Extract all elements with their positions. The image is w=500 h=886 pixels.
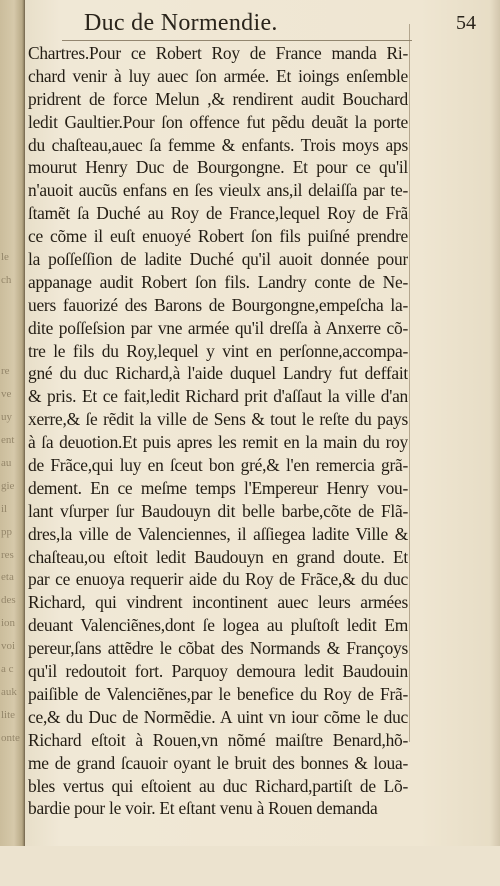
text-line: à ſa deuotion.Et puis apres les remit en la main du roy xyxy=(28,432,408,453)
margin-fragment: uy xyxy=(1,411,12,424)
text-line: qu'il redoutoit fort. Parquoy demoura ledit Baudouin xyxy=(28,661,408,682)
text-line: uers fauorizé des Barons de Bourgongne,empeſcha la- xyxy=(28,294,408,315)
margin-fragment xyxy=(1,154,23,177)
text-line: la poſſeſſion de ladite Duché qu'il auoit donnée pour xyxy=(28,249,408,270)
margin-fragment xyxy=(1,132,23,155)
margin-fragment: ent xyxy=(1,434,15,447)
margin-fragment xyxy=(1,63,23,86)
text-line: n'auoit aucũs enfans en ſes vieulx ans,il delaiſſa par te- xyxy=(28,180,408,201)
margin-fragment xyxy=(1,223,23,246)
text-line: dement. En ce meſme temps l'Empereur Henry vou- xyxy=(28,477,408,498)
text-line: bardie pour le voir. Et eſtant venu à Rouen demanda xyxy=(28,798,378,819)
margin-fragment: lite xyxy=(1,708,16,721)
body-text-block xyxy=(28,42,408,820)
text-line: chard venir à luy auec ſon armée. Et ioings enſemble xyxy=(28,65,408,86)
margin-fragment: gie xyxy=(1,479,15,492)
text-line: de Frãce,qui luy en ſceut bon gré,& l'en remercia grã- xyxy=(28,455,408,476)
text-line: appanage audit Robert ſon fils. Landry conte de Ne- xyxy=(28,271,408,292)
facing-page-margin-fragments xyxy=(1,0,23,886)
text-line: dite poſſeſsion par vne armée qu'il dreſſa à Anxerre cõ- xyxy=(28,317,408,338)
margin-fragment: ve xyxy=(1,388,12,401)
page-edge-shadow xyxy=(490,0,500,846)
text-line: ce,& du Duc de Normẽdie. A uint vn iour cõme le duc xyxy=(28,706,408,727)
text-line: ledit Gaultier.Pour ſon offence fut pẽdu deuãt la porte xyxy=(28,111,408,132)
text-line: pridrent de force Melun ,& rendirent audit Bouchard xyxy=(28,88,408,109)
text-line: gné du duc Richard,à l'aide duquel Landry fut deffait xyxy=(28,363,408,384)
running-title: Duc de Normendie. xyxy=(84,10,278,36)
text-line: deuant Valenciẽnes,dont ſe logea au pluſtoſt ledit Em xyxy=(28,615,408,636)
text-line: Richard eſtoit à Rouen,vn nõmé maiſtre Benard,hõ- xyxy=(28,729,408,750)
margin-fragment: des xyxy=(1,594,16,607)
text-line: me de grand ſcauoir oyant le bruit des bonnes & loua- xyxy=(28,752,408,773)
margin-fragment: il xyxy=(1,502,8,515)
text-line: ce cõme il euſt enuoyé Robert ſon fils puiſné prendre xyxy=(28,226,408,247)
text-line: lant vſurper ſur Baudouyn dit belle barbe,cõte de Flã- xyxy=(28,500,408,521)
margin-fragment xyxy=(1,292,23,315)
text-line: tre le fils du Roy,lequel y vint en perſonne,accompa- xyxy=(28,340,408,361)
margin-fragment: re xyxy=(1,365,10,378)
margin-fragment xyxy=(1,315,23,338)
margin-fragment: onte xyxy=(1,731,20,744)
text-line: xerre,& ſe rẽdit la ville de Sens & tout le reſte du pays xyxy=(28,409,408,430)
margin-fragment: pp xyxy=(1,525,12,538)
gutter-fold-line xyxy=(24,0,25,846)
text-line: & pris. Et ce fait,ledit Richard prit d'aſſaut la ville d'an xyxy=(28,386,408,407)
margin-fragment: ion xyxy=(1,617,16,630)
text-line: pereur,ſans attẽdre le cõbat des Normands & Françoys xyxy=(28,638,408,659)
header-rule xyxy=(62,40,412,41)
text-line: du chaſteau,auec ſa femme & enfants. Trois moys aps xyxy=(28,134,408,155)
margin-fragment xyxy=(1,338,23,361)
margin-fragment: voi xyxy=(1,640,16,653)
text-line: Richard, qui vindrent incontinent auec leurs armées xyxy=(28,592,408,613)
running-header xyxy=(60,4,490,40)
margin-rule xyxy=(409,24,410,742)
margin-fragment xyxy=(1,86,23,109)
text-line: bles vertus qui eſtoient au duc Richard,partiſt de Lõ- xyxy=(28,775,408,796)
text-line: ſtamẽt ſa Duché au Roy de France,lequel Roy de Frã xyxy=(28,203,408,224)
text-line: Chartres.Pour ce Robert Roy de France manda Ri- xyxy=(28,43,408,63)
page-number: 54 xyxy=(456,12,476,34)
text-line: chaſteau,ou eſtoit ledit Baudouyn en grand doute. Et xyxy=(28,546,408,567)
text-line: par ce enuoya requerir aide du Roy de Frãce,& du duc xyxy=(28,569,408,590)
text-line: paiſible de Valenciẽnes,par le benefice du Roy de Frã- xyxy=(28,683,408,704)
margin-fragment: auk xyxy=(1,685,17,698)
margin-fragment xyxy=(1,109,23,132)
margin-fragment: le xyxy=(1,251,9,264)
margin-fragment: a c xyxy=(1,663,14,676)
margin-fragment: ch xyxy=(1,273,12,286)
margin-fragment: au xyxy=(1,457,12,470)
margin-fragment: eta xyxy=(1,571,14,584)
margin-fragment xyxy=(1,200,23,223)
text-line: dres,la ville de Valenciennes, il aſſiegea ladite Ville & xyxy=(28,523,408,544)
margin-fragment xyxy=(1,177,23,200)
text-line: mourut Henry Duc de Bourgongne. Et pour ce qu'il xyxy=(28,157,408,178)
margin-fragment: res xyxy=(1,548,14,561)
margin-fragment xyxy=(1,40,23,63)
